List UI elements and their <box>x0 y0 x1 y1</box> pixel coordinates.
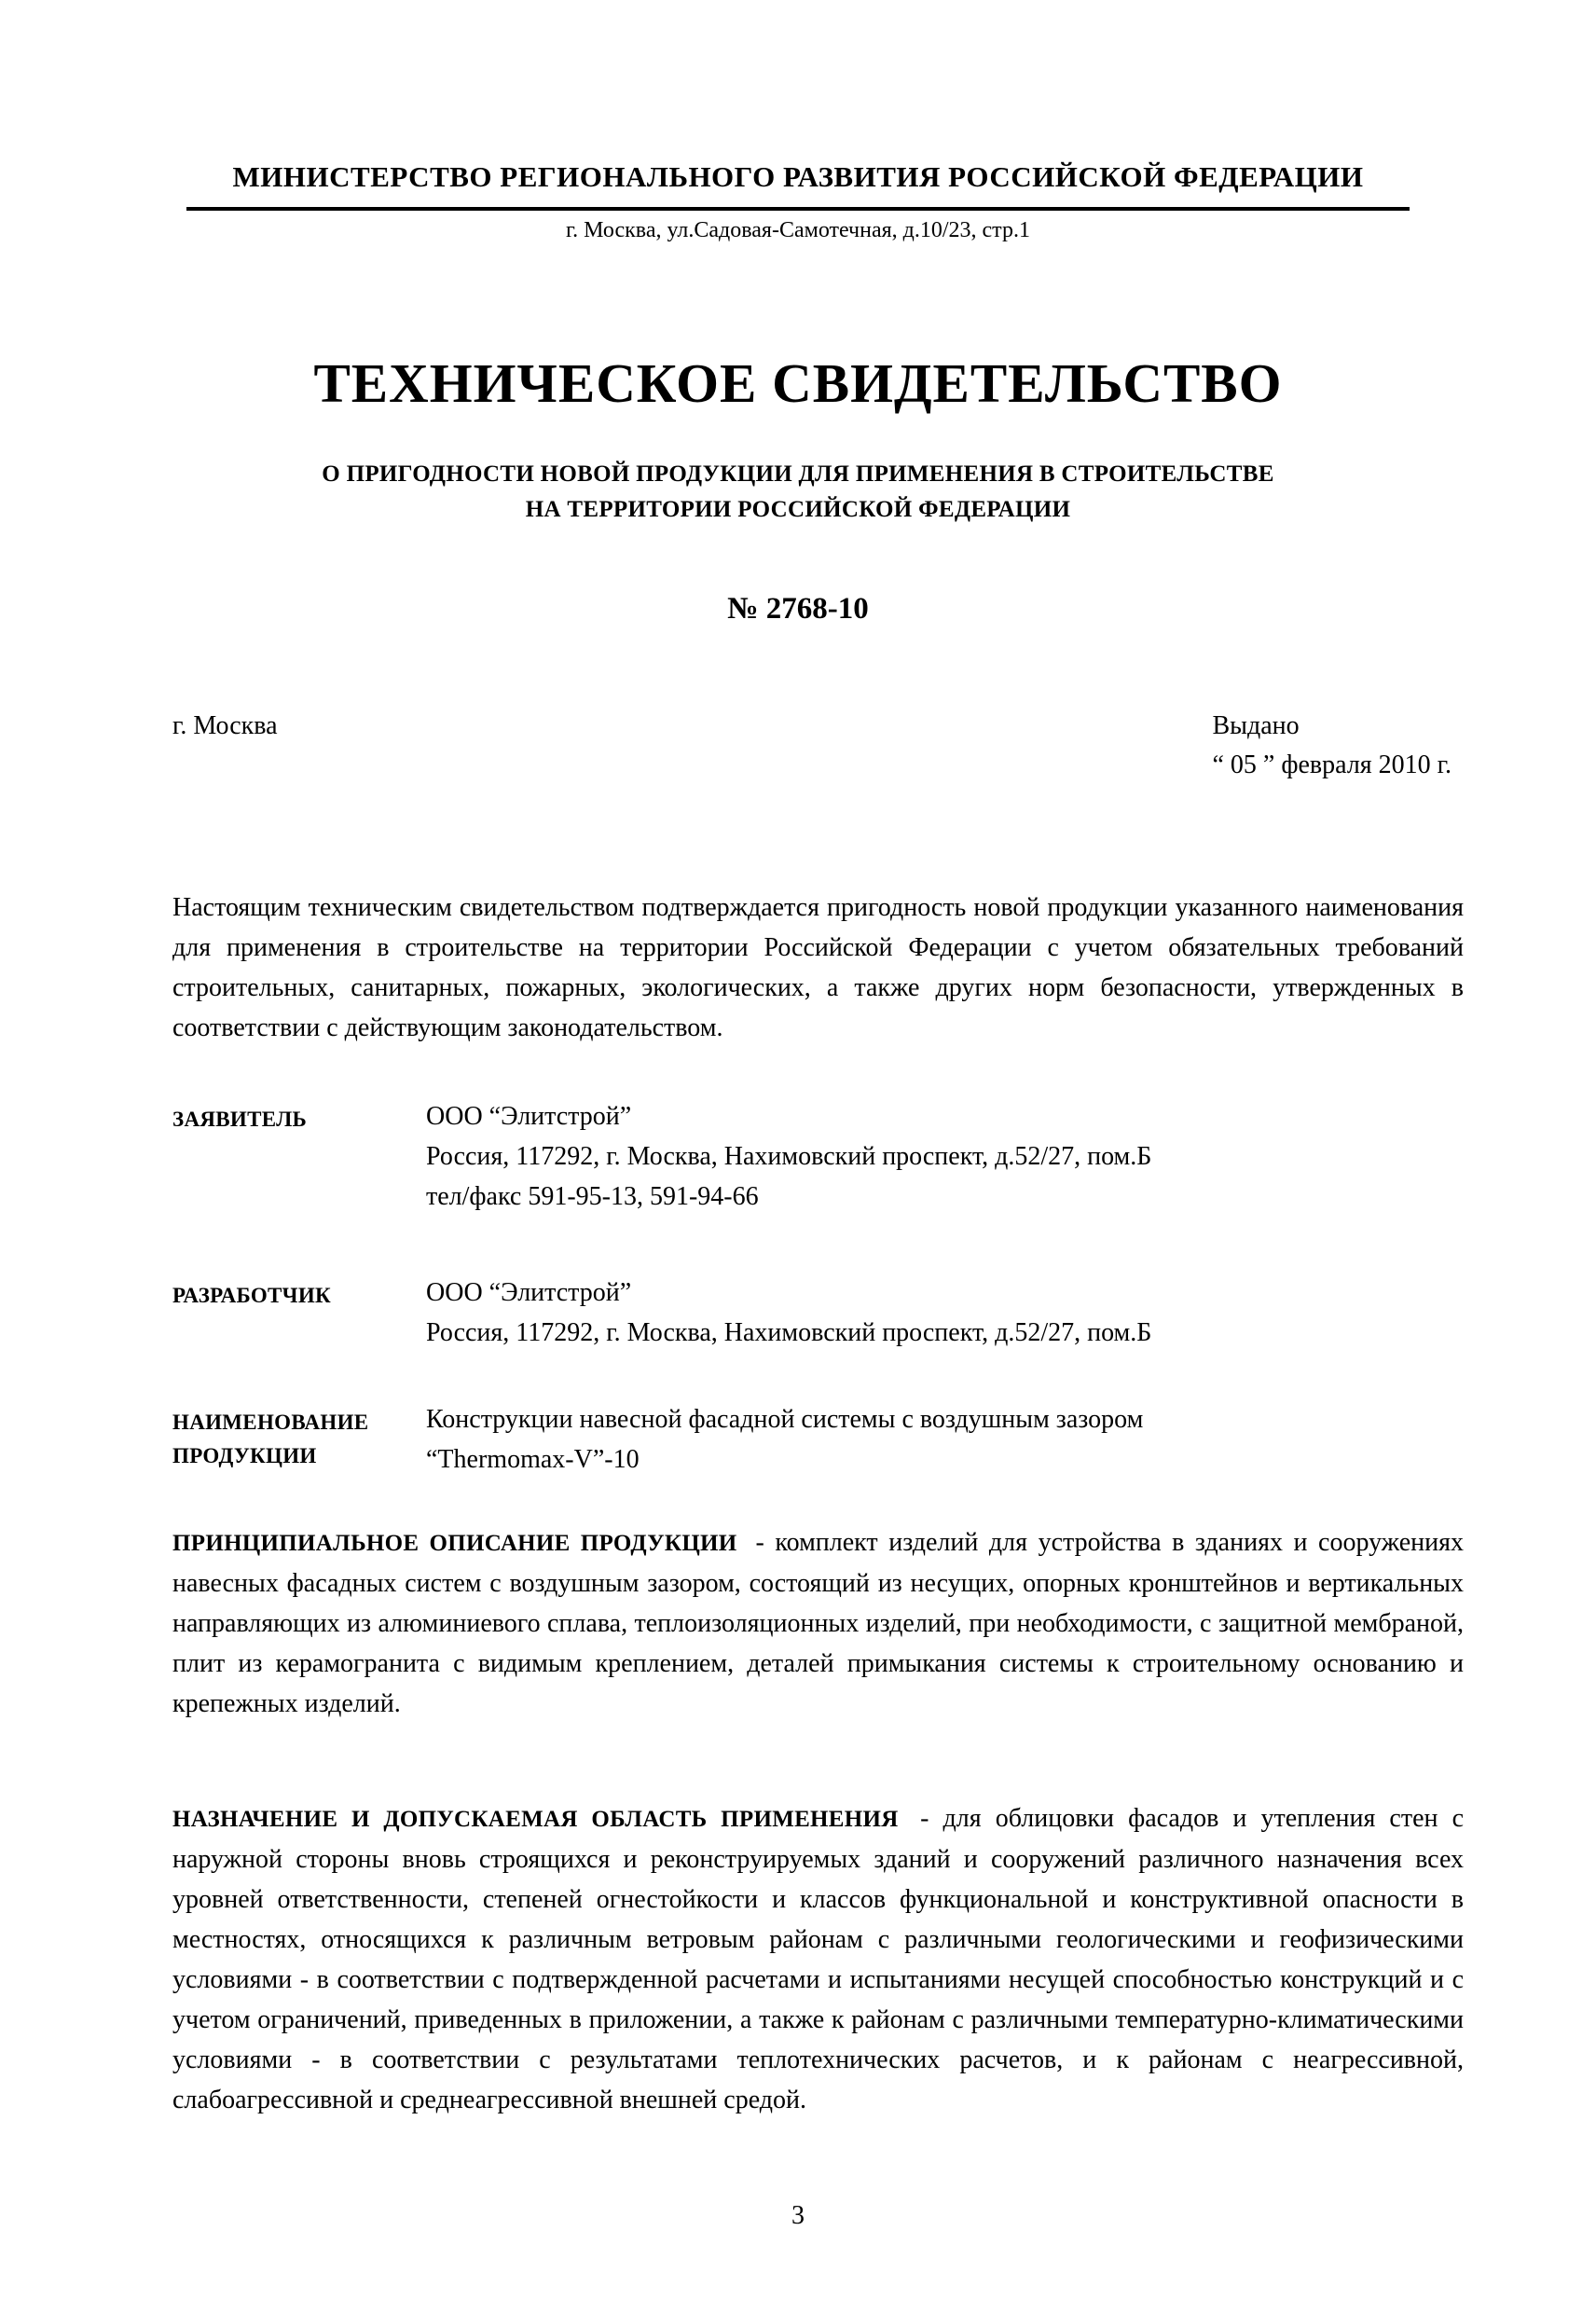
header-rule <box>186 207 1410 211</box>
intro-paragraph: Настоящим техническим свидетельством подтверждается пригодность новой продукции указанного наименования для применения в строительстве на территории Российской Федерации с учетом обязательных требований строительных, санитарных, пожарных, экологических, а также других норм безопасности, утвержденных в соответствии с действующим законодательством. <box>172 893 1464 1042</box>
application-paragraph <box>172 1798 1464 2120</box>
developer-name: ООО “Элитстрой” <box>426 1278 632 1307</box>
applicant-phone: тел/факс 591-95-13, 591-94-66 <box>426 1182 759 1211</box>
developer-address: Россия, 117292, г. Москва, Нахимовский проспект, д.52/27, пом.Б <box>426 1318 1152 1347</box>
developer-row <box>172 1273 1464 1353</box>
product-name-row <box>172 1399 1464 1480</box>
issue-city: г. Москва <box>172 711 278 740</box>
applicant-value <box>426 1096 1151 1217</box>
product-name-value <box>426 1399 1143 1480</box>
page-number: 3 <box>791 2201 805 2230</box>
application-text: - для облицовки фасадов и утепления стен с наружной стороны вновь строящихся и реконструируемых зданий и сооружений различного назначения всех уровней ответственности, степеней огнестойкости и классов функциональной и конструктивной опасности в местностях, относящихся к различным ветровым районам с различными геологическими и геофизическими условиями - в соответствии с подтвержденной расчетами и испытаниями несущей способностью конструкций и с учетом ограничений, приведенных в приложении, а также к районам с различными температурно-климатическими условиями - в соответствии с результатами теплотехнических расчетов, и к районам с неагрессивной, слабоагрессивной и среднеагрессивной внешней средой. <box>172 1804 1465 2114</box>
document-header <box>0 0 1596 243</box>
issued-label: Выдано <box>1212 711 1300 740</box>
applicant-label: ЗАЯВИТЕЛЬ <box>172 1108 308 1131</box>
product-name-label-line-1: НАИМЕНОВАНИЕ <box>172 1411 369 1434</box>
product-name-line-2: “Thermomax-V”-10 <box>426 1445 640 1474</box>
application-label: НАЗНАЧЕНИЕ И ДОПУСКАЕМАЯ ОБЛАСТЬ ПРИМЕНЕНИЯ <box>172 1807 899 1832</box>
applicant-address: Россия, 117292, г. Москва, Нахимовский проспект, д.52/27, пом.Б <box>426 1142 1152 1171</box>
applicant-name: ООО “Элитстрой” <box>426 1102 632 1131</box>
certificate-number: № 2768-10 <box>727 592 869 626</box>
ministry-header: МИНИСТЕРСТВО РЕГИОНАЛЬНОГО РАЗВИТИЯ РОССИЙСКОЙ ФЕДЕРАЦИИ <box>232 160 1364 193</box>
developer-label: РАЗРАБОТЧИК <box>172 1284 332 1307</box>
issue-block <box>1213 707 1452 785</box>
applicant-row <box>172 1096 1464 1217</box>
developer-value <box>426 1273 1151 1353</box>
issue-row <box>172 707 1452 785</box>
product-name-label <box>172 1399 426 1480</box>
description-paragraph <box>172 1522 1464 1724</box>
issued-date: “ 05 ” февраля 2010 г. <box>1212 750 1452 779</box>
document-subtitle <box>0 457 1596 527</box>
subtitle-line-1: О ПРИГОДНОСТИ НОВОЙ ПРОДУКЦИИ ДЛЯ ПРИМЕНЕНИЯ В СТРОИТЕЛЬСТВЕ <box>322 461 1274 487</box>
subtitle-line-2: НА ТЕРРИТОРИИ РОССИЙСКОЙ ФЕДЕРАЦИИ <box>525 496 1071 522</box>
product-name-label-line-2: ПРОДУКЦИИ <box>172 1444 317 1467</box>
description-text: - комплект изделий для устройства в зданиях и сооружениях навесных фасадных систем с воздушным зазором, состоящий из несущих, опорных кронштейнов и вертикальных направляющих из алюминиевого сплава, теплоизоляционных изделий, при необходимости, с защитной мембраной, плит из керамогранита с видимым креплением, деталей примыкания системы к строительному основанию и крепежных изделий. <box>172 1528 1464 1718</box>
description-label: ПРИНЦИПИАЛЬНОЕ ОПИСАНИЕ ПРОДУКЦИИ <box>172 1531 737 1556</box>
document-title: ТЕХНИЧЕСКОЕ СВИДЕТЕЛЬСТВО <box>313 352 1283 414</box>
product-name-line-1: Конструкции навесной фасадной системы с воздушным зазором <box>426 1405 1144 1434</box>
ministry-address: г. Москва, ул.Садовая-Самотечная, д.10/23, стр.1 <box>566 218 1030 242</box>
